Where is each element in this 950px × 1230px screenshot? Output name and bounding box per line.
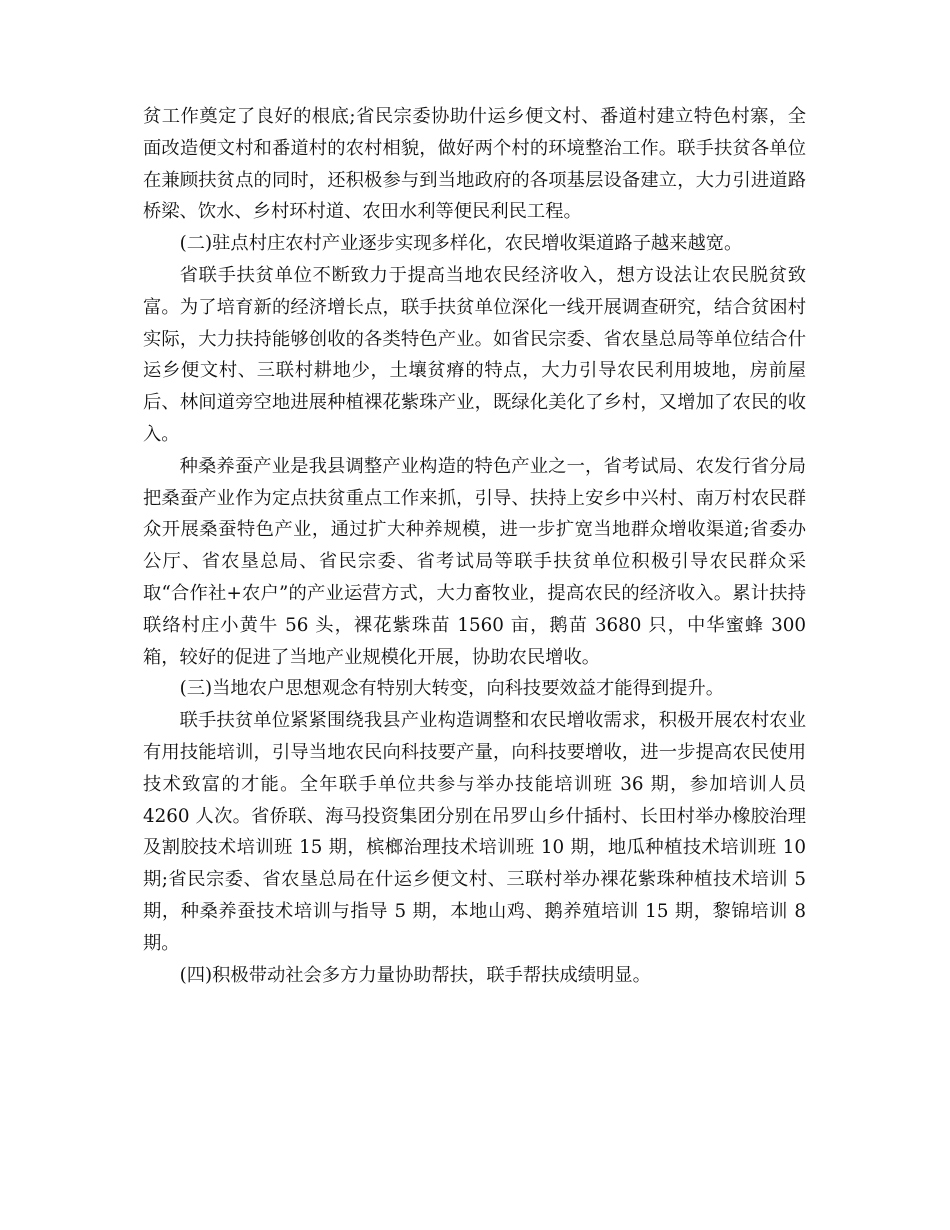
heading-mindset-change: (三)当地农户思想观念有特别大转变，向科技要效益才能得到提升。 [179,678,725,700]
document-body [143,101,806,991]
paragraph-income-growth: 省联手扶贫单位不断致力于提高当地农民经济收入，想方设法让农民脱贫致富。为了培育新的经济增长点，联手扶贫单位深化一线开展调查研究，结合贫困村实际，大力扶持能够创收的各类特色产业。如省民宗委、省农垦总局等单位结合什运乡便文村、三联村耕地少，土壤贫瘠的特点，大力引导农民利用坡地，房前屋后、林间道旁空地进展种植裸花紫珠产业，既绿化美化了乡村，又增加了农民的收入。 [143,264,806,445]
paragraph-sericulture: 种桑养蚕产业是我县调整产业构造的特色产业之一，省考试局、农发行省分局把桑蚕产业作为定点扶贫重点工作来抓，引导、扶持上安乡中兴村、南万村农民群众开展桑蚕特色产业，通过扩大种养规模，进一步扩宽当地群众增收渠道;省委办公厅、省农垦总局、省民宗委、省考试局等联手扶贫单位积极引导农民群众采取“合作社+农户”的产业运营方式，大力畜牧业，提高农民的经济收入。累计扶持联络村庄小黄牛 56 头，裸花紫珠苗 1560 亩，鹅苗 3680 只，中华蜜蜂 300 箱，较好的促进了当地产业规模化开展，协助农民增收。 [143,455,806,668]
heading-social-support: (四)积极带动社会多方力量协助帮扶，联手帮扶成绩明显。 [179,964,651,986]
paragraph-infrastructure: 贫工作奠定了良好的根底;省民宗委协助什运乡便文村、番道村建立特色村寨，全面改造便文村和番道村的农村相貌，做好两个村的环境整治工作。联手扶贫各单位在兼顾扶贫点的同时，还积极参与到当地政府的各项基层设备建立，大力引进道路桥梁、饮水、乡村环村道、农田水利等便民利民工程。 [143,106,806,223]
heading-industry-diversification: (二)驻点村庄农村产业逐步实现多样化，农民增收渠道路子越来越宽。 [179,233,743,255]
paragraph-skills-training: 联手扶贫单位紧紧围绕我县产业构造调整和农民增收需求，积极开展农村农业有用技能培训，引导当地农民向科技要产量，向科技要增收，进一步提高农民使用技术致富的才能。全年联手单位共参与举办技能培训班 36 期，参加培训人员 4260 人次。省侨联、海马投资集团分别在吊罗山乡什插村、长田村举办橡胶治理及割胶技术培训班 15 期，槟榔治理技术培训班 10 期，地瓜种植技术培训班 10 期;省民宗委、省农垦总局在什运乡便文村、三联村举办裸花紫珠种植技术培训 5 期，种桑养蚕技术培训与指导 5 期，本地山鸡、鹅养殖培训 15 期，黎锦培训 8 期。 [143,710,806,954]
